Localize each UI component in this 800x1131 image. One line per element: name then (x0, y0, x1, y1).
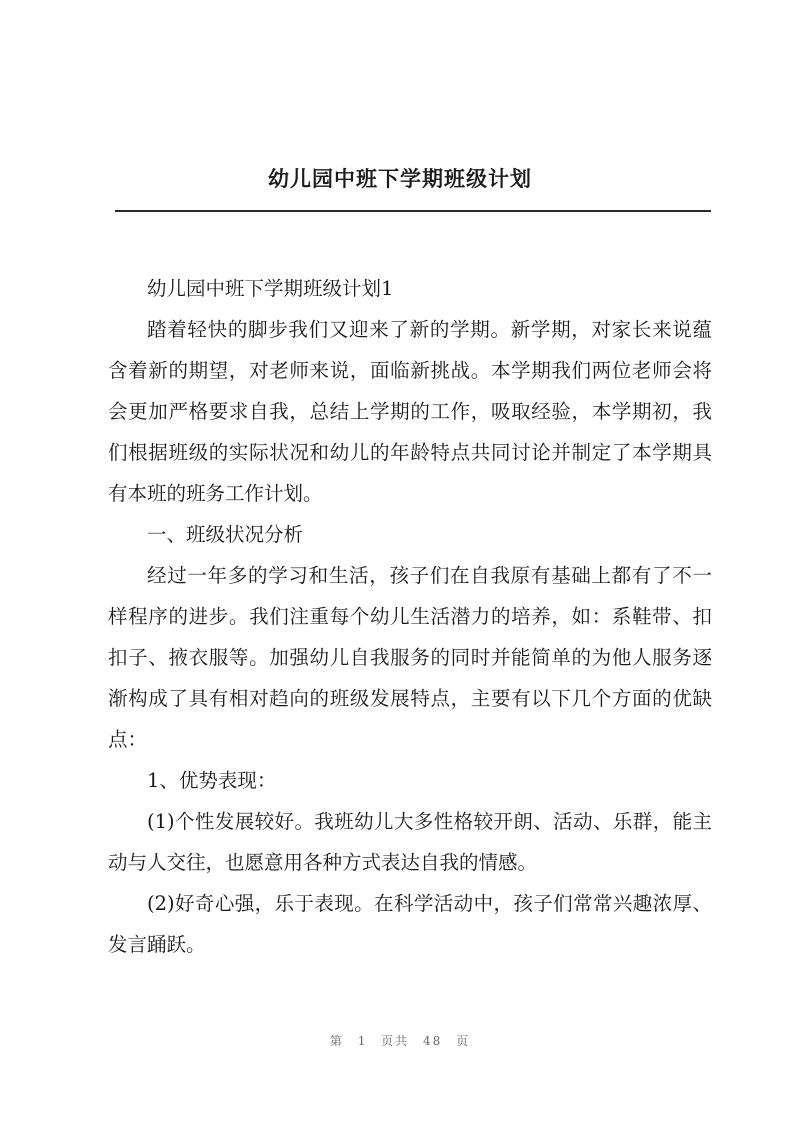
document-body (108, 268, 712, 965)
page-footer: 第 1 页共 48 页 (329, 1034, 471, 1048)
section-heading-class-analysis: 一、班级状况分析 (147, 523, 304, 546)
subheading-strengths: 1、优势表现： (147, 769, 277, 792)
paragraph-strength-2: (2)好奇心强，乐于表现。在科学活动中，孩子们常常兴趣浓厚、发言踊跃。 (108, 892, 712, 956)
paragraph-class-analysis: 经过一年多的学习和生活，孩子们在自我原有基础上都有了不一样程序的进步。我们注重每个幼儿生活潜力的培养，如：系鞋带、扣扣子、掖衣服等。加强幼儿自我服务的同时并能简单的为他人服务逐渐构成了具有相对趋向的班级发展特点，主要有以下几个方面的优缺点： (108, 564, 712, 751)
paragraph-intro: 踏着轻快的脚步我们又迎来了新的学期。新学期，对家长来说蕴含着新的期望，对老师来说，面临新挑战。本学期我们两位老师会将会更加严格要求自我，总结上学期的工作，吸取经验，本学期初，我们根据班级的实际状况和幼儿的年龄特点共同讨论并制定了本学期具有本班的班务工作计划。 (108, 318, 712, 505)
document-title: 幼儿园中班下学期班级计划 (268, 166, 532, 191)
paragraph-strength-1: (1)个性发展较好。我班幼儿大多性格较开朗、活动、乐群，能主动与人交往，也愿意用各种方式表达自我的情感。 (108, 810, 712, 874)
section-heading: 幼儿园中班下学期班级计划1 (147, 277, 394, 300)
title-divider (115, 210, 711, 212)
